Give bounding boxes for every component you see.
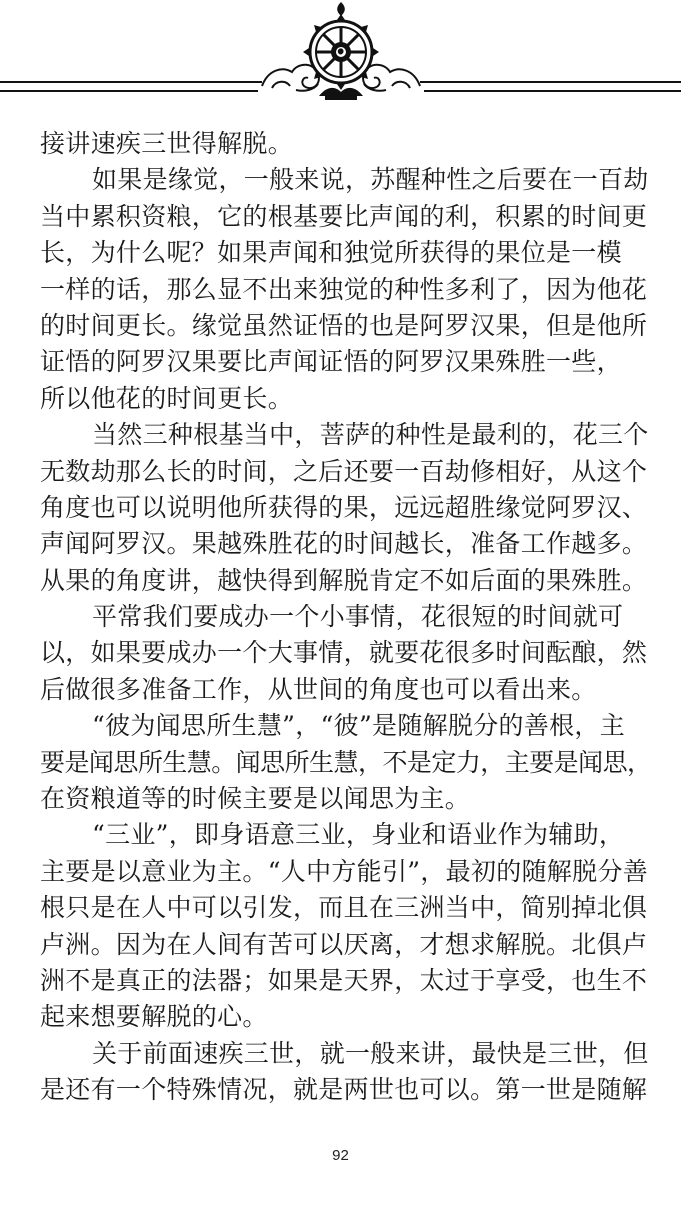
text-line: 一样的话，那么显不出来独觉的种性多利了，因为他花: [40, 274, 648, 304]
text-line: 关于前面速疾三世，就一般来讲，最快是三世，但: [92, 1038, 649, 1068]
text-line: 要是闻思所生慧。闻思所生慧，不是定力，主要是闻思，: [40, 747, 652, 777]
text-line: 从果的角度讲，越快得到解脱肯定不如后面的果殊胜。: [40, 565, 648, 595]
text-line: 后做很多准备工作，从世间的角度也可以看出来。: [40, 674, 597, 704]
text-line: 当中累积资粮，它的根基要比声闻的利，积累的时间更: [40, 201, 648, 231]
text-line: 主要是以意业为主。“人中方能引”，最初的随解脱分善: [40, 856, 649, 886]
text-line: 起来想要解脱的心。: [40, 1002, 268, 1032]
dharma-wheel-icon: [303, 2, 379, 100]
text-line: 在资粮道等的时候主要是以闻思为主。: [40, 784, 471, 814]
left-rule-lines: [0, 82, 262, 91]
text-line: 以，如果要成办一个大事情，就要花很多时间酝酿，然: [40, 638, 648, 668]
cloud-scroll-right-icon: [363, 65, 420, 91]
header-ornament: [0, 0, 681, 110]
text-line: 如果是缘觉，一般来说，苏醒种性之后要在一百劫: [92, 165, 649, 195]
page-number: 92: [332, 1147, 349, 1164]
text-line: 所以他花的时间更长。: [40, 383, 294, 413]
text-line: 接讲速疾三世得解脱。: [40, 129, 294, 158]
text-line: 证悟的阿罗汉果要比声闻证悟的阿罗汉果殊胜一些，: [40, 347, 622, 377]
right-rule-lines: [420, 82, 681, 91]
text-line: 当然三种根基当中，菩萨的种性是最利的，花三个: [92, 420, 649, 450]
text-line: 是还有一个特殊情况，就是两世也可以。第一世是随解: [40, 1075, 648, 1105]
text-line: “三业”，即身语意三业，身业和语业作为辅助，: [92, 820, 625, 850]
text-line: 角度也可以说明他所获得的果，远远超胜缘觉阿罗汉、: [40, 492, 648, 522]
text-line: 根只是在人中可以引发，而且在三洲当中，简别掉北俱: [40, 893, 648, 923]
body-text: [40, 126, 652, 1109]
text-line: 声闻阿罗汉。果越殊胜花的时间越长，准备工作越多。: [40, 529, 648, 559]
text-line: 无数劫那么长的时间，之后还要一百劫修相好，从这个: [40, 456, 648, 486]
text-line: 长，为什么呢？如果声闻和独觉所获得的果位是一模: [40, 238, 622, 268]
cloud-scroll-left-icon: [262, 65, 319, 91]
text-line: 的时间更长。缘觉虽然证悟的也是阿罗汉果，但是他所: [40, 310, 648, 340]
text-line: 平常我们要成办一个小事情，花很短的时间就可: [92, 602, 624, 632]
text-line: “彼为闻思所生慧”，“彼”是随解脱分的善根，主: [92, 711, 626, 741]
text-line: 洲不是真正的法器；如果是天界，太过于享受，也生不: [40, 965, 648, 995]
text-line: 卢洲。因为在人间有苦可以厌离，才想求解脱。北俱卢: [40, 929, 648, 959]
